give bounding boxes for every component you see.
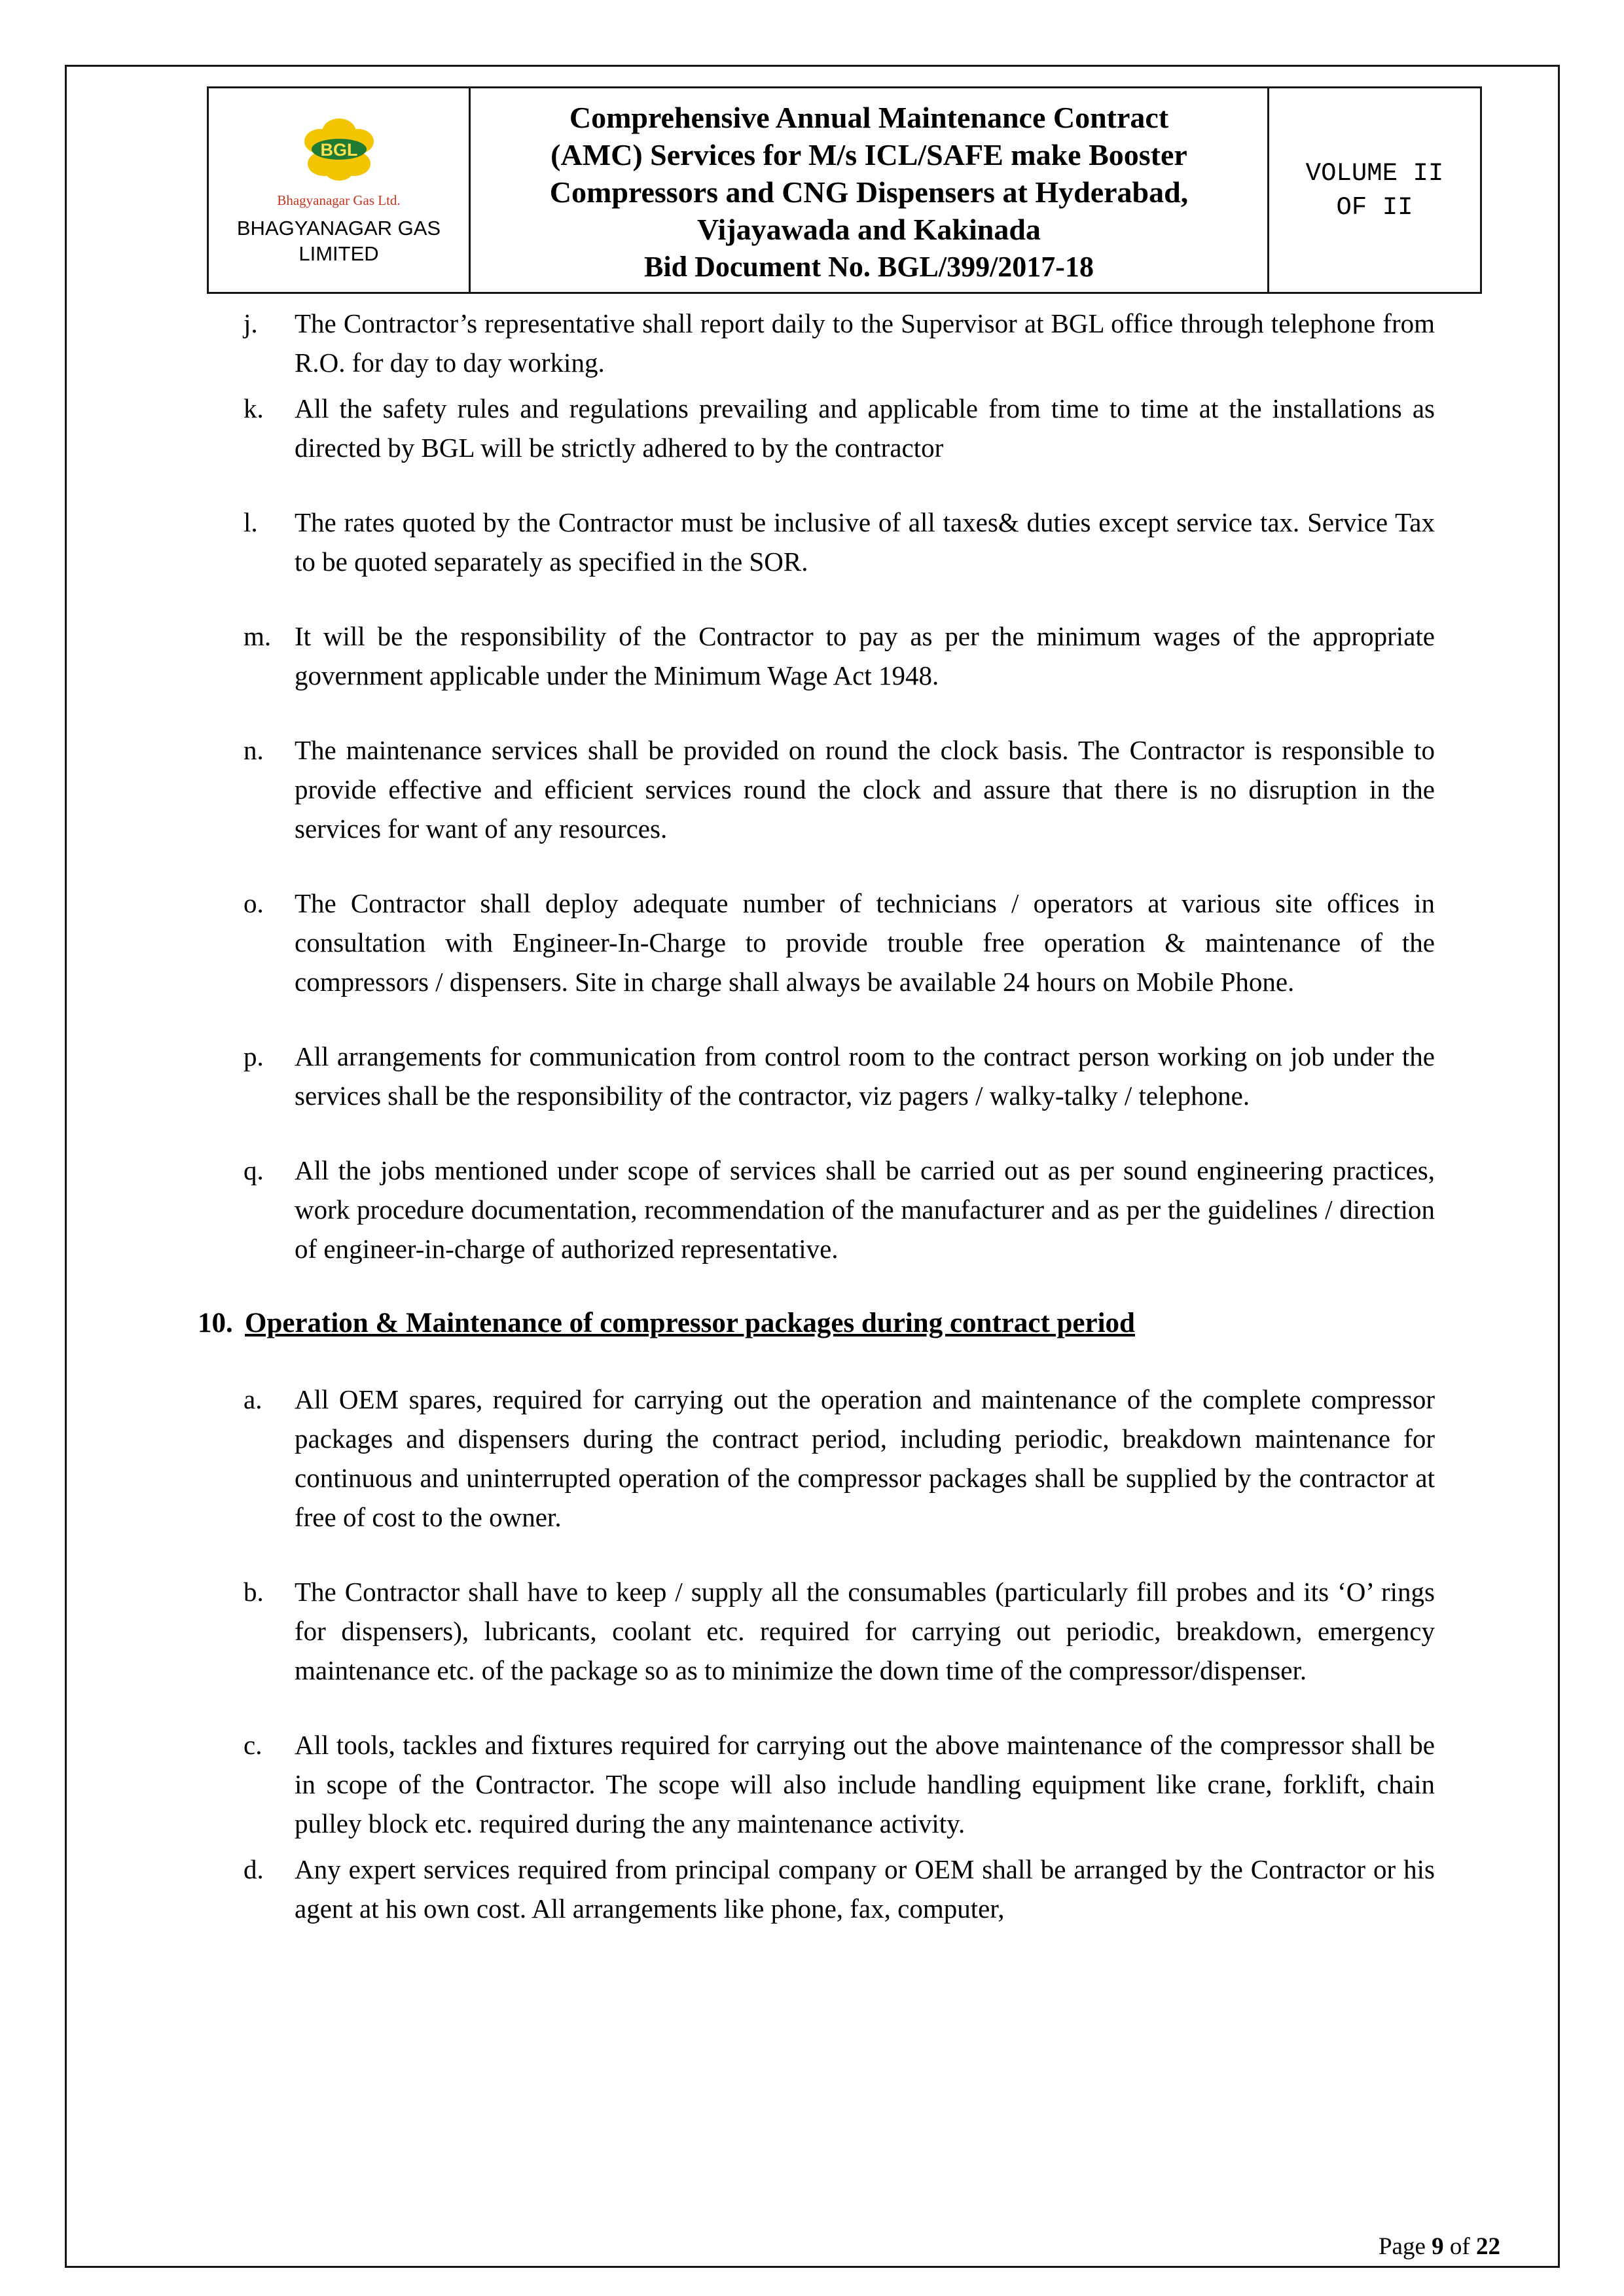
list-item-a <box>244 1380 1435 1537</box>
item-label: m. <box>244 621 272 651</box>
item-text: The Contractor’s representative shall report daily to the Supervisor at BGL office through telephone from R.O. for day to day working. <box>295 308 1435 378</box>
item-label: p. <box>244 1041 264 1071</box>
list-item-c <box>244 1725 1435 1843</box>
item-label: j. <box>244 308 258 338</box>
page-border <box>65 65 1560 2268</box>
logo-cell <box>209 88 471 292</box>
page-footer <box>1379 2233 1500 2261</box>
footer-prefix: Page <box>1378 2233 1432 2260</box>
document-title-line-4: Vijayawada and Kakinada <box>697 213 1041 246</box>
item-label: a. <box>244 1384 262 1414</box>
list-item-n <box>244 730 1435 848</box>
item-label: o. <box>244 888 264 918</box>
volume-line-2: OF II <box>1336 192 1413 222</box>
item-text: Any expert services required from principal company or OEM shall be arranged by the Contractor or his agent at his own cost. All arrangements like phone, fax, computer, <box>295 1854 1435 1924</box>
list-item-q <box>244 1151 1435 1268</box>
title-cell <box>471 88 1269 292</box>
document-body <box>198 304 1435 1964</box>
document-title-line-2: (AMC) Services for M/s ICL/SAFE make Booster <box>550 138 1187 171</box>
item-label: k. <box>244 393 264 423</box>
list-item-j <box>244 304 1435 382</box>
volume-line-1: VOLUME II <box>1305 158 1444 188</box>
item-text: All tools, tackles and fixtures required for carrying out the above maintenance of the compressor shall be in scope of the Contractor. The scope will also include handling equipment like crane, forklift, chain pulley block etc. required during the any maintenance activity. <box>295 1730 1435 1839</box>
logo-caption: Bhagyanagar Gas Ltd. <box>277 192 401 208</box>
item-text: All OEM spares, required for carrying out the operation and maintenance of the complete compressor packages and dispensers during the contract period, including periodic, breakdown maintenance for continuous and uninterrupted operation of the compressor packages shall be supplied by the contractor at free of cost to the owner. <box>295 1384 1435 1532</box>
volume-cell <box>1269 88 1480 292</box>
list-item-k <box>244 389 1435 467</box>
item-label: q. <box>244 1155 264 1185</box>
company-name-line-2: LIMITED <box>298 242 379 265</box>
item-label: d. <box>244 1854 264 1884</box>
company-name-line-1: BHAGYANAGAR GAS <box>236 217 441 240</box>
item-label: n. <box>244 735 264 765</box>
item-label: c. <box>244 1730 262 1760</box>
item-text: The Contractor shall deploy adequate number of technicians / operators at various site offices in consultation with Engineer-In-Charge to provide trouble free operation & maintenance of the compressors / dispensers. Site in charge shall always be available 24 hours on Mobile Phone. <box>295 888 1435 997</box>
logo-acronym: BGL <box>320 140 357 160</box>
item-text: The rates quoted by the Contractor must be inclusive of all taxes& duties except service tax. Service Tax to be quoted separately as specified in the SOR. <box>295 507 1435 577</box>
item-text: All arrangements for communication from control room to the contract person working on job under the services shall be the responsibility of the contractor, viz pagers / walky-talky / telephone. <box>295 1041 1435 1111</box>
list-item-o <box>244 884 1435 1001</box>
page-number: 9 <box>1432 2233 1444 2260</box>
bid-document-number: Bid Document No. BGL/399/2017-18 <box>644 251 1094 283</box>
company-name <box>237 215 441 266</box>
item-text: It will be the responsibility of the Contractor to pay as per the minimum wages of the appropriate government applicable under the Minimum Wage Act 1948. <box>295 621 1435 691</box>
list-item-m <box>244 617 1435 695</box>
footer-of: of <box>1443 2233 1476 2260</box>
list-item-b <box>244 1572 1435 1690</box>
document-title-line-1: Comprehensive Annual Maintenance Contract <box>569 101 1169 134</box>
item-text: The maintenance services shall be provided on round the clock basis. The Contractor is responsible to provide effective and efficient services round the clock and assure that there is no disruption in the services for want of any resources. <box>295 735 1435 844</box>
section-10-heading <box>198 1304 1435 1343</box>
item-label: b. <box>244 1577 264 1607</box>
document-title-line-3: Compressors and CNG Dispensers at Hyderabad, <box>549 175 1189 209</box>
list-item-p <box>244 1037 1435 1115</box>
section-title: Operation & Maintenance of compressor packages during contract period <box>245 1308 1135 1338</box>
item-text: All the safety rules and regulations prevailing and applicable from time to time at the installations as directed by BGL will be strictly adhered to by the contractor <box>295 393 1435 463</box>
item-text: All the jobs mentioned under scope of services shall be carried out as per sound engineering practices, work procedure documentation, recommendation of the manufacturer and as per the guidelines / direction of engineer-in-charge of authorized representative. <box>295 1155 1435 1264</box>
list-item-d <box>244 1850 1435 1928</box>
header-table <box>207 86 1482 294</box>
section-number: 10. <box>198 1308 233 1338</box>
company-logo-icon <box>287 113 391 196</box>
list-item-l <box>244 503 1435 581</box>
item-label: l. <box>244 507 258 537</box>
total-pages: 22 <box>1476 2233 1500 2260</box>
item-text: The Contractor shall have to keep / supply all the consumables (particularly fill probes and its ‘O’ rings for dispensers), lubricants, coolant etc. required for carrying out periodic, breakdown, emergency maintenance etc. of the package so as to minimize the down time of the compressor/dispenser. <box>295 1577 1435 1685</box>
